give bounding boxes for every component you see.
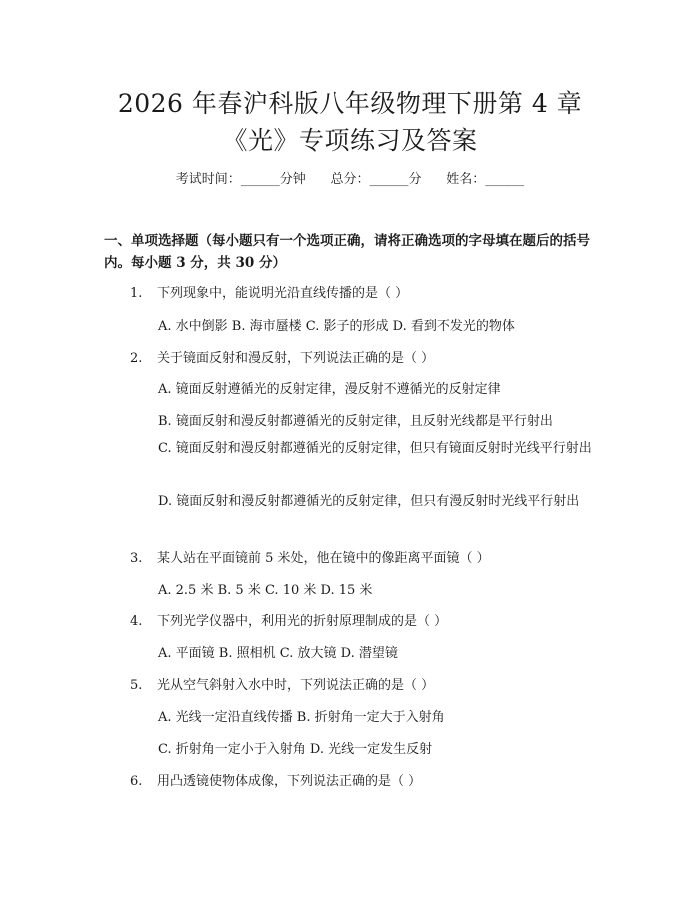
question-text: 光从空气斜射入水中时，下列说法正确的是（ ） xyxy=(157,678,435,693)
question-3 xyxy=(130,547,490,566)
question-5 xyxy=(130,674,434,693)
question-4-options: A. 平面镜 B. 照相机 C. 放大镜 D. 潜望镜 xyxy=(158,646,398,661)
question-number: 2. xyxy=(130,351,143,366)
question-text: 下列现象中，能说明光沿直线传播的是（ ） xyxy=(157,286,409,301)
question-text: 用凸透镜使物体成像，下列说法正确的是（ ） xyxy=(157,774,422,789)
question-1-options: A. 水中倒影 B. 海市蜃楼 C. 影子的形成 D. 看到不发光的物体 xyxy=(158,319,515,334)
question-text: 某人站在平面镜前 5 米处，他在镜中的像距离平面镜（ ） xyxy=(157,551,490,566)
question-2-option-a: A. 镜面反射遵循光的反射定律，漫反射不遵循光的反射定律 xyxy=(158,382,501,397)
question-number: 5. xyxy=(130,678,143,693)
question-number: 4. xyxy=(130,614,143,629)
question-5-options-line-1: A. 光线一定沿直线传播 B. 折射角一定大于入射角 xyxy=(158,710,445,725)
question-4 xyxy=(130,610,447,629)
question-3-options: A. 2.5 米 B. 5 米 C. 10 米 D. 15 米 xyxy=(158,583,373,598)
section-heading: 一、单项选择题（每小题只有一个选项正确，请将正确选项的字母填在题后的括号内。每小题 3 分，共 30 分） xyxy=(104,233,590,271)
question-2-option-c: C. 镜面反射和漫反射都遵循光的反射定律，但只有镜面反射时光线平行射出 xyxy=(158,441,592,456)
question-2-option-b: B. 镜面反射和漫反射都遵循光的反射定律，且反射光线都是平行射出 xyxy=(158,414,553,429)
document-title-line-2: 《光》专项练习及答案 xyxy=(222,126,478,155)
question-1 xyxy=(130,282,408,301)
question-number: 6. xyxy=(130,774,143,789)
question-2-option-d: D. 镜面反射和漫反射都遵循光的反射定律，但只有漫反射时光线平行射出 xyxy=(158,494,580,509)
question-6 xyxy=(130,770,421,789)
question-text: 关于镜面反射和漫反射，下列说法正确的是（ ） xyxy=(157,351,435,366)
exam-info: 考试时间：______分钟 总分：______分 姓名：______ xyxy=(175,172,525,187)
question-number: 1. xyxy=(130,286,143,301)
question-number: 3. xyxy=(130,551,143,566)
question-5-options-line-2: C. 折射角一定小于入射角 D. 光线一定发生反射 xyxy=(158,742,433,757)
question-2 xyxy=(130,347,434,366)
document-title-line-1: 2026 年春沪科版八年级物理下册第 4 章 xyxy=(117,89,583,118)
question-text: 下列光学仪器中，利用光的折射原理制成的是（ ） xyxy=(157,614,448,629)
